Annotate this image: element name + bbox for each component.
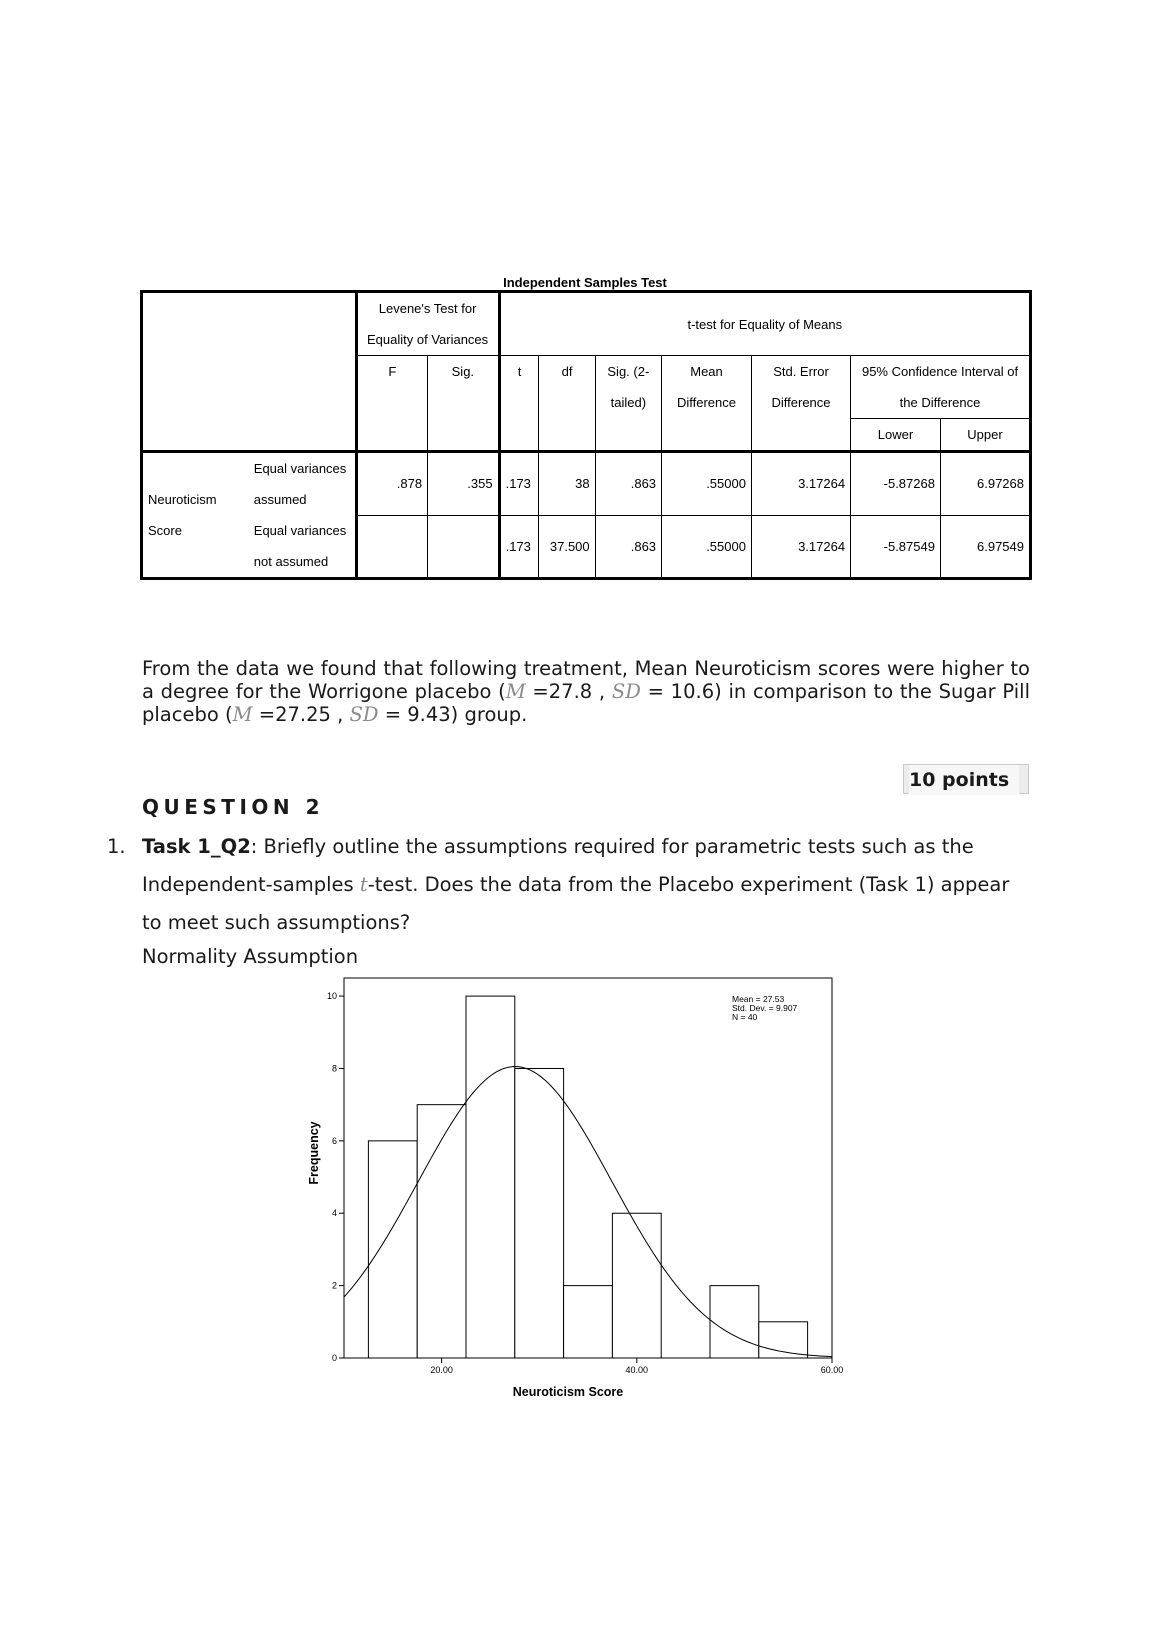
col-header-mean-line2: Difference	[676, 395, 736, 410]
histogram-bar	[515, 1068, 564, 1358]
histogram-bar	[368, 1141, 417, 1358]
cell-mean-diff: .55000	[662, 515, 752, 579]
col-header-sig2-line2: tailed)	[610, 395, 647, 410]
paragraph-text: From the data we found that following treatment, Mean Neuroticism scores were higher to a degree for the Worrigone placebo (	[142, 657, 1030, 703]
paragraph-text: =27.25 ,	[252, 703, 350, 726]
cell-t: .173	[499, 452, 539, 516]
histogram-bar	[759, 1322, 808, 1358]
y-tick-label: 10	[326, 991, 337, 1002]
mean-symbol: M	[232, 703, 253, 726]
col-header-ci-line1: 95% Confidence Interval of	[861, 364, 1019, 379]
y-tick-label: 2	[331, 1280, 337, 1291]
x-tick-label: 40.00	[625, 1365, 649, 1375]
x-tick-label: 20.00	[430, 1365, 453, 1375]
row-label	[249, 515, 356, 579]
t-symbol: t	[359, 873, 368, 896]
paragraph-text: = 9.43) group.	[378, 703, 528, 726]
cell-df: 37.500	[539, 515, 595, 579]
sd-symbol: SD	[611, 680, 641, 703]
histogram-bar	[612, 1213, 661, 1358]
histogram-bar	[564, 1286, 613, 1358]
table-corner-cell	[142, 292, 357, 452]
x-tick-label: 60.00	[820, 1365, 844, 1375]
row-variable-label	[142, 452, 249, 579]
cell-sig	[428, 515, 500, 579]
y-tick-label: 8	[331, 1063, 337, 1074]
cell-f	[356, 515, 428, 579]
points-badge	[903, 764, 1029, 794]
results-paragraph	[142, 657, 1030, 726]
row-label	[249, 452, 356, 516]
task-text	[142, 828, 1032, 942]
paragraph-text: =27.8 ,	[525, 680, 612, 703]
task-item	[107, 828, 1032, 942]
table-title: Independent Samples Test	[503, 275, 667, 290]
y-tick-label: 0	[331, 1353, 337, 1363]
table-row	[142, 515, 1031, 579]
col-header-mean-diff	[662, 356, 752, 452]
histogram-bar	[710, 1286, 759, 1358]
cell-sig2: .863	[595, 515, 661, 579]
sd-symbol: SD	[349, 703, 379, 726]
cell-upper: 6.97549	[940, 515, 1030, 579]
levene-header-line2: Equality of Variances	[367, 332, 489, 347]
row-variable-line2: Score	[148, 523, 182, 538]
cell-df: 38	[539, 452, 595, 516]
col-header-t: t	[499, 356, 539, 452]
task-text-part2: -test. Does the data from the Placebo experiment (Task 1) appear to meet such assumptions?	[142, 873, 1010, 934]
col-header-df: df	[539, 356, 595, 452]
col-header-upper: Upper	[940, 419, 1030, 452]
row-label-line2: assumed	[253, 492, 307, 507]
normality-label: Normality Assumption	[142, 945, 359, 968]
levene-header	[356, 292, 499, 356]
col-header-sig: Sig.	[428, 356, 500, 452]
levene-header-line1: Levene's Test for	[378, 301, 477, 316]
col-header-sig-2tailed	[595, 356, 661, 452]
y-tick-label: 6	[331, 1135, 337, 1146]
row-variable-line1: Neuroticism	[148, 492, 217, 507]
points-label: 10 points	[909, 765, 1019, 795]
cell-t: .173	[499, 515, 539, 579]
cell-mean-diff: .55000	[662, 452, 752, 516]
cell-lower: -5.87549	[851, 515, 941, 579]
paragraph-text: = 10.6) in comparison to the Sugar Pill placebo (	[142, 680, 1030, 726]
row-label-line1: Equal variances	[253, 461, 347, 476]
col-header-mean-line1: Mean	[690, 364, 723, 379]
mean-symbol: M	[505, 680, 526, 703]
col-header-se-line1: Std. Error	[773, 364, 829, 379]
histogram-bar	[417, 1105, 466, 1358]
independent-samples-test-table	[140, 290, 1032, 580]
col-header-se-diff	[751, 356, 850, 452]
y-axis-label: Frequency	[307, 1121, 321, 1185]
histogram-chart	[300, 970, 860, 1410]
row-label-line2: not assumed	[253, 554, 329, 569]
cell-lower: -5.87268	[851, 452, 941, 516]
stats-line: Mean = 27.53	[732, 994, 785, 1004]
cell-se-diff: 3.17264	[751, 515, 850, 579]
cell-f: .878	[356, 452, 428, 516]
col-header-ci-line2: the Difference	[899, 395, 981, 410]
col-header-sig2-line1: Sig. (2-	[607, 364, 650, 379]
task-text-part1: : Briefly outline the assumptions required for parametric tests such as the Independent-samples	[142, 835, 974, 896]
col-header-lower: Lower	[851, 419, 941, 452]
cell-sig2: .863	[595, 452, 661, 516]
cell-upper: 6.97268	[940, 452, 1030, 516]
row-label-line1: Equal variances	[253, 523, 347, 538]
col-header-ci	[851, 356, 1031, 419]
cell-sig: .355	[428, 452, 500, 516]
y-tick-label: 4	[331, 1208, 337, 1219]
table-row	[142, 452, 1031, 516]
stats-line: N = 40	[732, 1012, 758, 1022]
cell-se-diff: 3.17264	[751, 452, 850, 516]
stats-line: Std. Dev. = 9.907	[732, 1003, 798, 1013]
x-axis-label: Neuroticism Score	[512, 1385, 624, 1399]
histogram-bar	[466, 996, 515, 1358]
col-header-f: F	[356, 356, 428, 452]
col-header-se-line2: Difference	[771, 395, 831, 410]
task-number: 1.	[107, 835, 126, 858]
task-label: Task 1_Q2	[142, 835, 251, 858]
ttest-header: t-test for Equality of Means	[499, 292, 1030, 356]
question-heading: QUESTION 2	[142, 795, 325, 819]
